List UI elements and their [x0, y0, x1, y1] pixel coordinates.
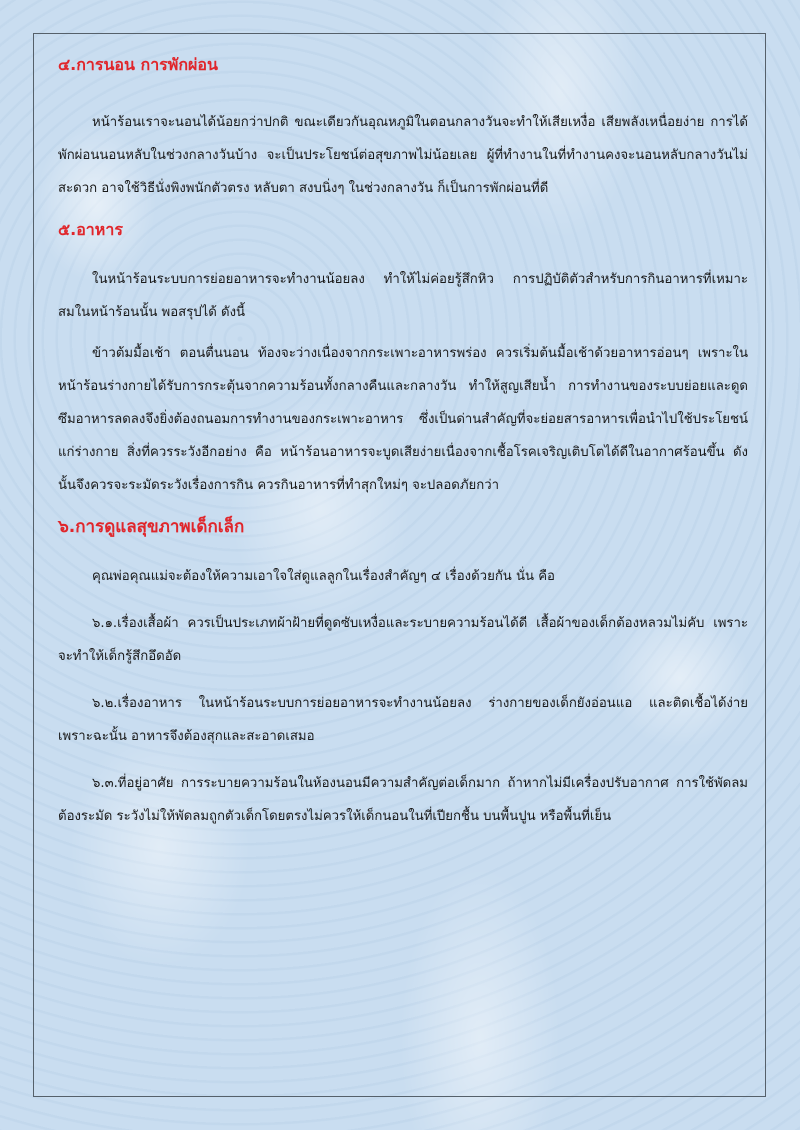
paragraph: ๖.๒.เรื่องอาหาร ในหน้าร้อนระบบการย่อยอาหารจะทำงานน้อยลง ร่างกายของเด็กยังอ่อนแอ และติดเชื้อได้ง่าย เพราะฉะนั้น อาหารจึงต้องสุกและสะอาดเสมอ	[58, 696, 748, 744]
paragraph: คุณพ่อคุณแม่จะต้องให้ความเอาใจใส่ดูแลลูกในเรื่องสำคัญๆ ๔ เรื่องด้วยกัน นั่น คือ	[92, 569, 555, 584]
section-food	[58, 217, 748, 502]
paragraph: ๖.๑.เรื่องเสื้อผ้า ควรเป็นประเภทผ้าฝ้ายที่ดูดซับเหงื่อและระบายความร้อนได้ดี เสื้อผ้าของเด็กต้องหลวมไม่คับ เพราะจะทำให้เด็กรู้สึกอึดอัด	[58, 616, 748, 664]
document-body	[58, 52, 748, 833]
section-heading: ๖.การดูแลสุขภาพเด็กเล็ก	[58, 517, 245, 537]
paragraph: ๖.๓.ที่อยู่อาศัย การระบายความร้อนในห้องนอนมีความสำคัญต่อเด็กมาก ถ้าหากไม่มีเครื่องปรับอากาศ การใช้พัดลมต้องระมัด ระวังไม่ให้พัดลมถูกตัวเด็กโดยตรงไม่ควรให้เด็กนอนในที่เปียกชื้น บนพื้นปูน หรือพื้นที่เย็น	[58, 776, 748, 824]
section-heading: ๕.อาหาร	[58, 220, 123, 239]
section-child-health	[58, 514, 748, 833]
section-sleep-rest	[58, 52, 748, 205]
paragraph: หน้าร้อนเราจะนอนได้น้อยกว่าปกติ ขณะเดียวกันอุณหภูมิในตอนกลางวันจะทำให้เสียเหงื่อ เสียพลังเหนื่อยง่าย การได้พักผ่อนนอนหลับในช่วงกลางวันบ้าง จะเป็นประโยชน์ต่อสุขภาพไม่น้อยเลย ผู้ที่ทำงานในที่ทำงานคงจะนอนหลับกลางวันไม่สะดวก อาจใช้วิธีนั่งพิงพนักตัวตรง หลับตา สงบนิ่งๆ ในช่วงกลางวัน ก็เป็นการพักผ่อนที่ดี	[58, 115, 748, 196]
paragraph: ในหน้าร้อนระบบการย่อยอาหารจะทำงานน้อยลง ทำให้ไม่ค่อยรู้สึกหิว การปฏิบัติตัวสำหรับการกินอาหารที่เหมาะสมในหน้าร้อนนั้น พอสรุปได้ ดังนี้	[58, 272, 748, 320]
paragraph: ข้าวต้มมื้อเช้า ตอนตื่นนอน ท้องจะว่างเนื่องจากกระเพาะอาหารพร่อง ควรเริ่มต้นมื้อเช้าด้วยอาหารอ่อนๆ เพราะในหน้าร้อนร่างกายได้รับการกระตุ้นจากความร้อนทั้งกลางคืนและกลางวัน ทำให้สูญเสียน้ำ การทำงานของระบบย่อยและดูดซึมอาหารลดลงจึงยิ่งต้องถนอมการทำงานของกระเพาะอาหาร ซึ่งเป็นด่านสำคัญที่จะย่อยสารอาหารเพื่อนำไปใช้ประโยชน์แก่ร่างกาย สิ่งที่ควรระวังอีกอย่าง คือ หน้าร้อนอาหารจะบูดเสียง่ายเนื่องจากเชื้อโรคเจริญเติบโตได้ดีในอากาศร้อนขึ้น ดังนั้นจึงควรจะระมัดระวังเรื่องการกิน ควรกินอาหารที่ทำสุกใหม่ๆ จะปลอดภัยกว่า	[58, 346, 748, 493]
section-heading: ๔.การนอน การพักผ่อน	[58, 55, 218, 74]
